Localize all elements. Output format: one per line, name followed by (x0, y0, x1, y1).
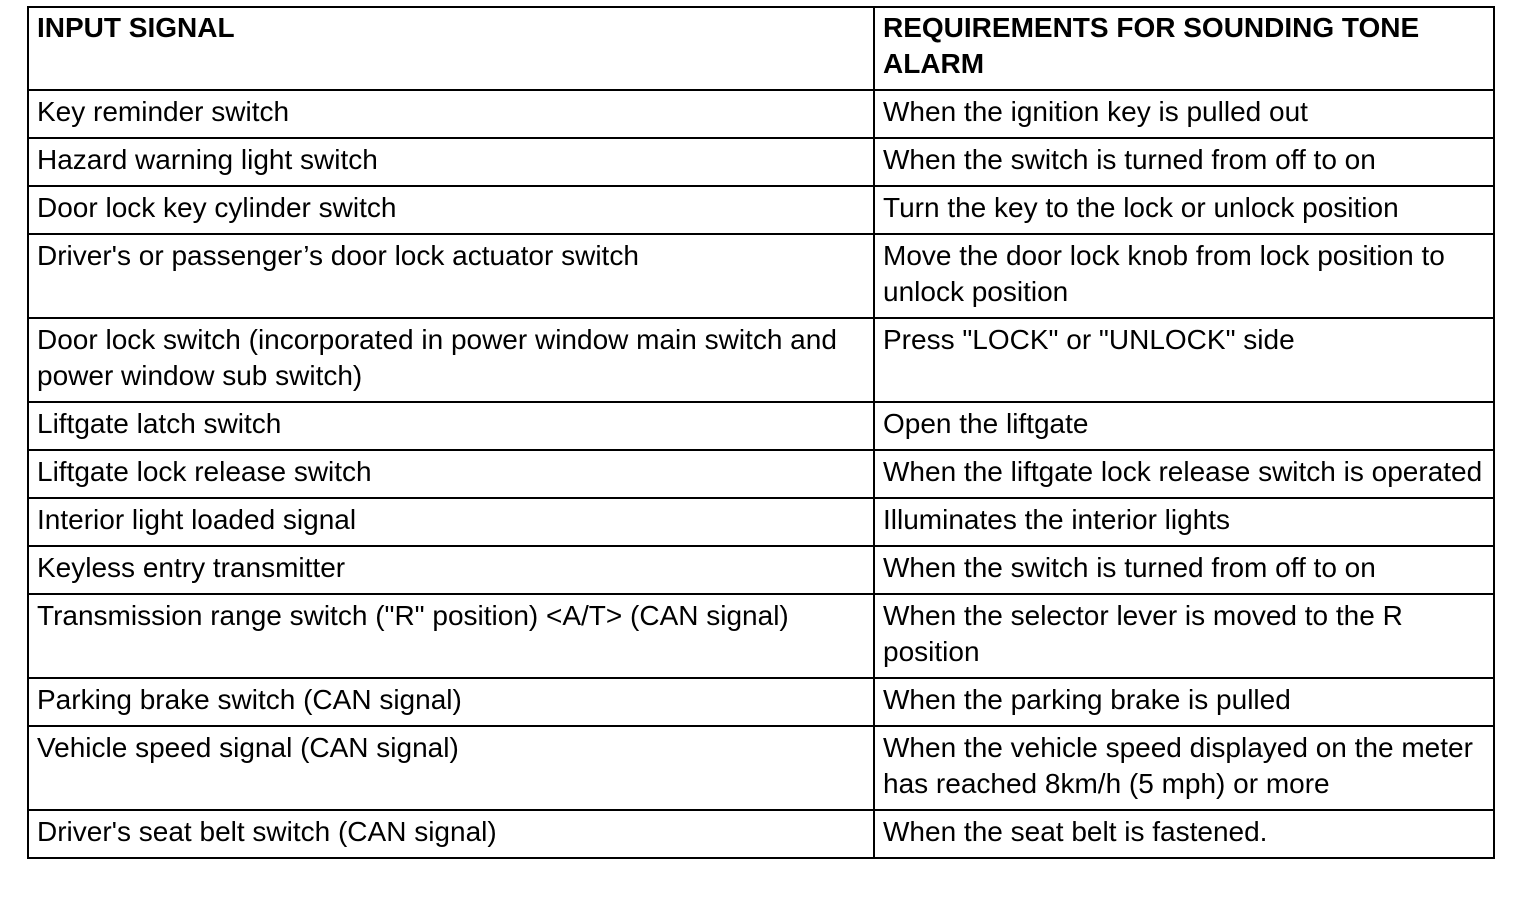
header-requirements: REQUIREMENTS FOR SOUNDING TONE ALARM (874, 7, 1494, 90)
input-signal-cell: Keyless entry transmitter (28, 546, 874, 594)
table-row (28, 594, 1494, 678)
tone-alarm-table (27, 6, 1495, 859)
requirement-cell: Illuminates the interior lights (874, 498, 1494, 546)
requirement-cell: Turn the key to the lock or unlock position (874, 186, 1494, 234)
requirement-cell: When the seat belt is fastened. (874, 810, 1494, 858)
table-header-row (28, 7, 1494, 90)
table-row (28, 498, 1494, 546)
input-signal-cell: Driver's or passenger’s door lock actuator switch (28, 234, 874, 318)
input-signal-cell: Vehicle speed signal (CAN signal) (28, 726, 874, 810)
requirement-cell: When the selector lever is moved to the R position (874, 594, 1494, 678)
table-row (28, 186, 1494, 234)
requirement-cell: When the switch is turned from off to on (874, 546, 1494, 594)
table-row (28, 450, 1494, 498)
table-row (28, 90, 1494, 138)
requirement-cell: Open the liftgate (874, 402, 1494, 450)
table-row (28, 678, 1494, 726)
requirement-cell: When the switch is turned from off to on (874, 138, 1494, 186)
input-signal-cell: Interior light loaded signal (28, 498, 874, 546)
table-row (28, 138, 1494, 186)
input-signal-cell: Hazard warning light switch (28, 138, 874, 186)
table-row (28, 810, 1494, 858)
requirement-cell: Press "LOCK" or "UNLOCK" side (874, 318, 1494, 402)
input-signal-cell: Driver's seat belt switch (CAN signal) (28, 810, 874, 858)
table-row (28, 402, 1494, 450)
input-signal-cell: Liftgate lock release switch (28, 450, 874, 498)
requirement-cell: Move the door lock knob from lock position to unlock position (874, 234, 1494, 318)
input-signal-cell: Parking brake switch (CAN signal) (28, 678, 874, 726)
requirement-cell: When the parking brake is pulled (874, 678, 1494, 726)
input-signal-cell: Key reminder switch (28, 90, 874, 138)
header-input-signal: INPUT SIGNAL (28, 7, 874, 90)
input-signal-cell: Liftgate latch switch (28, 402, 874, 450)
requirement-cell: When the vehicle speed displayed on the meter has reached 8km/h (5 mph) or more (874, 726, 1494, 810)
table-row (28, 234, 1494, 318)
table-row (28, 726, 1494, 810)
requirement-cell: When the liftgate lock release switch is operated (874, 450, 1494, 498)
input-signal-cell: Door lock switch (incorporated in power window main switch and power window sub switch) (28, 318, 874, 402)
input-signal-cell: Door lock key cylinder switch (28, 186, 874, 234)
input-signal-cell: Transmission range switch ("R" position) <A/T> (CAN signal) (28, 594, 874, 678)
table-row (28, 546, 1494, 594)
requirement-cell: When the ignition key is pulled out (874, 90, 1494, 138)
table-row (28, 318, 1494, 402)
